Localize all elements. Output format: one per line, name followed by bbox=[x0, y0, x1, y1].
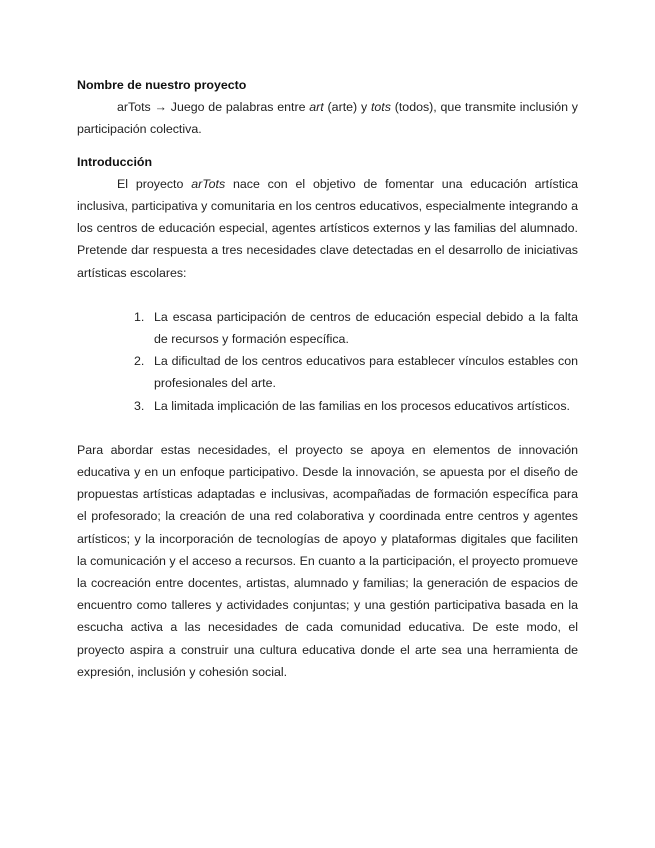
description-text: (todos), que transmite inclusión y participación colectiva. bbox=[77, 100, 578, 137]
paragraph-text: El proyecto bbox=[117, 176, 192, 191]
list-number: 3. bbox=[134, 398, 145, 413]
arrow-symbol: → bbox=[150, 100, 171, 115]
list-number: 1. bbox=[134, 309, 145, 324]
paragraph-text: nace con el objetivo de fomentar una educación artística inclusiva, participativa y comunitaria en los centros educativos, especialmente integrando a los centros de educación especial, agentes artísticos externos y las familias del alumnado. Pretende dar respuesta a tres necesidades clave detectadas en el desarrollo de iniciativas artísticas escolares: bbox=[77, 176, 578, 280]
list-item-text: La escasa participación de centros de educación especial debido a la falta de recursos y formación específica. bbox=[154, 309, 578, 347]
project-name-description bbox=[77, 96, 578, 140]
project-name-italic: arTots bbox=[191, 176, 226, 191]
introduction-heading: Introducción bbox=[77, 154, 153, 169]
introduction-paragraph bbox=[77, 173, 578, 284]
project-name: arTots bbox=[117, 100, 151, 115]
list-item bbox=[134, 306, 578, 350]
project-name-section bbox=[77, 74, 578, 141]
list-number: 2. bbox=[134, 354, 145, 369]
document-page bbox=[77, 74, 578, 683]
list-item bbox=[134, 395, 578, 417]
list-item bbox=[134, 350, 578, 394]
project-name-heading: Nombre de nuestro proyecto bbox=[77, 78, 247, 92]
word-art: art bbox=[309, 100, 324, 115]
closing-paragraph: Para abordar estas necesidades, el proyecto se apoya en elementos de innovación educativa y en un enfoque participativo. Desde la innovación, se apuesta por el diseño de propuestas artísticas adaptadas e inclusivas, acompañadas de formación específica para el profesorado; la creación de una red colaborativa y coordinada entre centros y agentes artísticos; y la incorporación de tecnologías de apoyo y plataformas digitales que faciliten la comunicación y el acceso a recursos. En cuanto a la participación, el proyecto promueve la cocreación entre docentes, artistas, alumnado y familias; la generación de espacios de encuentro como talleres y actividades conjuntas; y una gestión participativa basada en la escucha activa a las necesidades de cada comunidad educativa. De este modo, el proyecto aspira a construir una cultura educativa donde el arte sea una herramienta de expresión, inclusión y cohesión social. bbox=[77, 442, 578, 679]
needs-list bbox=[77, 306, 578, 417]
list-item-text: La limitada implicación de las familias en los procesos educativos artísticos. bbox=[154, 398, 570, 413]
list-item-text: La dificultad de los centros educativos para establecer vínculos estables con profesionales del arte. bbox=[154, 354, 578, 391]
description-text: (arte) y bbox=[323, 100, 371, 115]
description-text: Juego de palabras entre bbox=[170, 100, 310, 115]
introduction-section bbox=[77, 151, 578, 683]
word-tots: tots bbox=[370, 100, 391, 115]
